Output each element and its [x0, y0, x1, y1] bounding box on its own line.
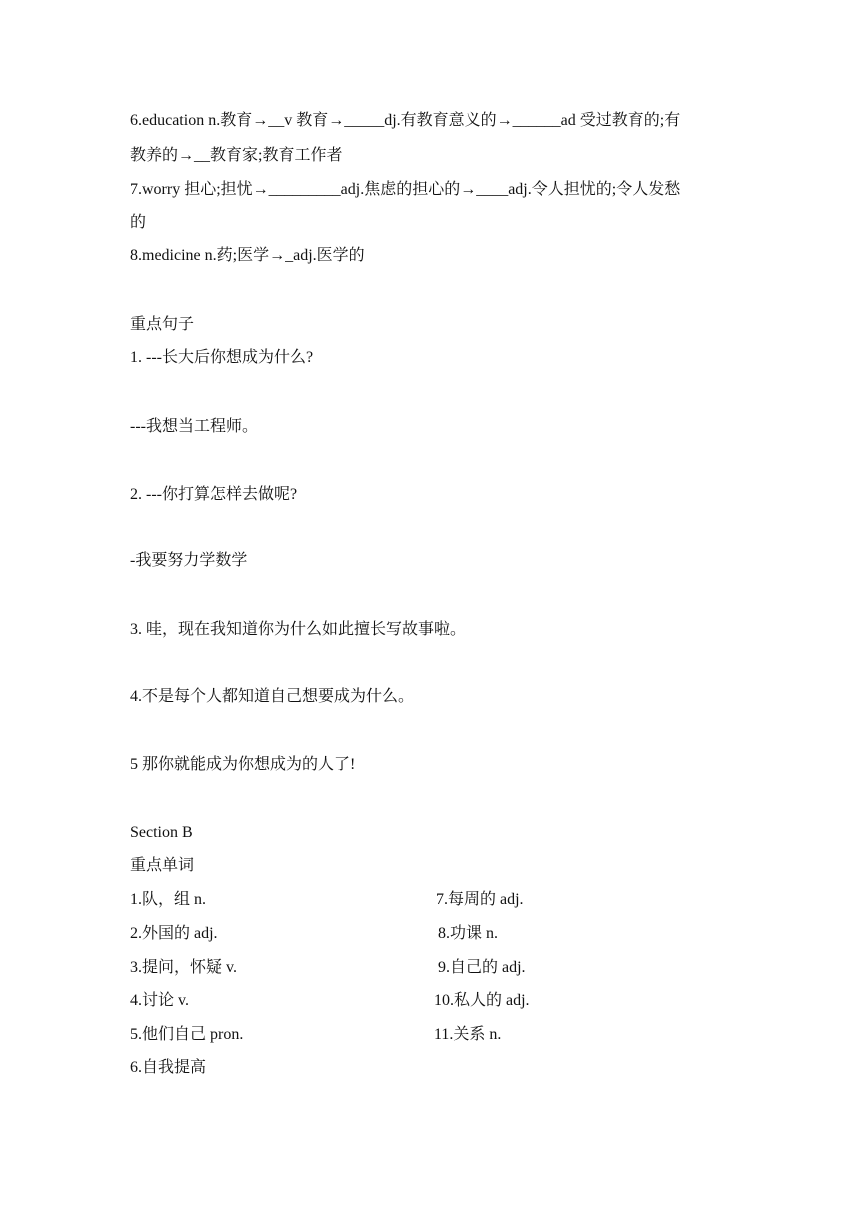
sentence-item: 5 那你就能成为你想成为的人了!: [130, 756, 356, 773]
vocab-line-6-cont: 教养的→__教育家;教育工作者: [130, 147, 343, 164]
sentence-item: 2. ---你打算怎样去做呢?: [130, 486, 298, 503]
word-item: 7.每周的 adj.: [436, 891, 524, 908]
word-item: 1.队，组 n.: [130, 891, 207, 908]
sentence-item: 3. 哇，现在我知道你为什么如此擅长写故事啦。: [130, 621, 467, 638]
sentence-item: -我要努力学数学: [130, 552, 248, 569]
word-item: 9.自己的 adj.: [438, 959, 526, 976]
vocab-line-8: 8.medicine n.药;医学→_adj.医学的: [130, 247, 365, 264]
sentence-item: ---我想当工程师。: [130, 418, 258, 435]
vocab-line-7-cont: 的: [130, 214, 147, 231]
vocab-line-6: 6.education n.教育→__v 教育→_____dj.有教育意义的→______ad 受过教育的;有: [130, 112, 681, 129]
word-item: 6.自我提高: [130, 1059, 207, 1076]
word-item: 11.关系 n.: [434, 1026, 502, 1043]
word-item: 3.提问，怀疑 v.: [130, 959, 237, 976]
word-item: 8.功课 n.: [438, 925, 499, 942]
sentence-item: 4.不是每个人都知道自己想要成为什么。: [130, 688, 415, 705]
word-item: 2.外国的 adj.: [130, 925, 218, 942]
key-sentences-heading: 重点句子: [130, 316, 195, 333]
vocab-line-7: 7.worry 担心;担忧→_________adj.焦虑的担心的→____adj.令人担忧的;令人发愁: [130, 181, 681, 198]
section-b-title: Section B: [130, 824, 193, 841]
key-words-heading: 重点单词: [130, 857, 195, 874]
sentence-item: 1. ---长大后你想成为什么?: [130, 349, 314, 366]
word-item: 10.私人的 adj.: [434, 992, 530, 1009]
word-item: 5.他们自己 pron.: [130, 1026, 244, 1043]
word-item: 4.讨论 v.: [130, 992, 189, 1009]
